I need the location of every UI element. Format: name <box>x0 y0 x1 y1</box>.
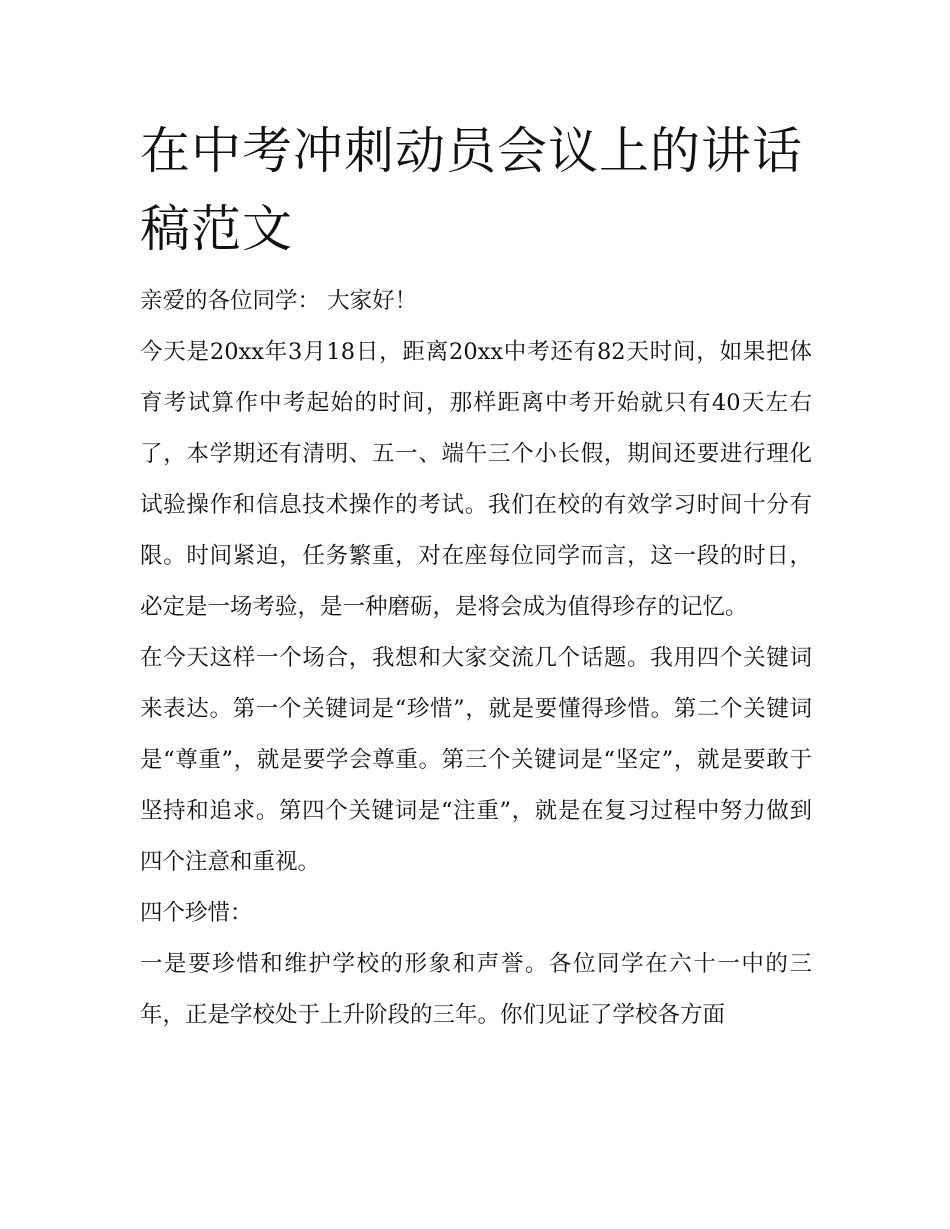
paragraph-greeting: 亲爱的各位同学： 大家好！ <box>140 288 418 314</box>
paragraph-time-remaining: 今天是20xx年3月18日，距离20xx中考还有82天时间，如果把体育考试算作中考起始的时间，那样距离中考开始就只有40天左右了，本学期还有清明、五一、端午三个小长假，期间还要进行理化试验操作和信息技术操作的考试。我们在校的有效学习时间十分有限。时间紧迫，任务繁重，对在座每位同学而言，这一段的时日，必定是一场考验，是一种磨砺，是将会成为值得珍存的记忆。 <box>140 339 812 620</box>
paragraph-four-keywords: 在今天这样一个场合，我想和大家交流几个话题。我用四个关键词来表达。第一个关键词是“珍惜”，就是要懂得珍惜。第二个关键词是“尊重”，就是要学会尊重。第三个关键词是“坚定”，就是要敢于坚持和追求。第四个关键词是“注重”，就是在复习过程中努力做到四个注意和重视。 <box>140 645 812 875</box>
document-body <box>140 276 812 1041</box>
paragraph-first-cherish: 一是要珍惜和维护学校的形象和声誉。各位同学在六十一中的三年，正是学校处于上升阶段的三年。你们见证了学校各方面 <box>140 951 812 1028</box>
document-title: 在中考冲刺动员会议上的讲话稿范文 <box>140 122 803 258</box>
paragraph-section-heading: 四个珍惜： <box>140 900 253 926</box>
